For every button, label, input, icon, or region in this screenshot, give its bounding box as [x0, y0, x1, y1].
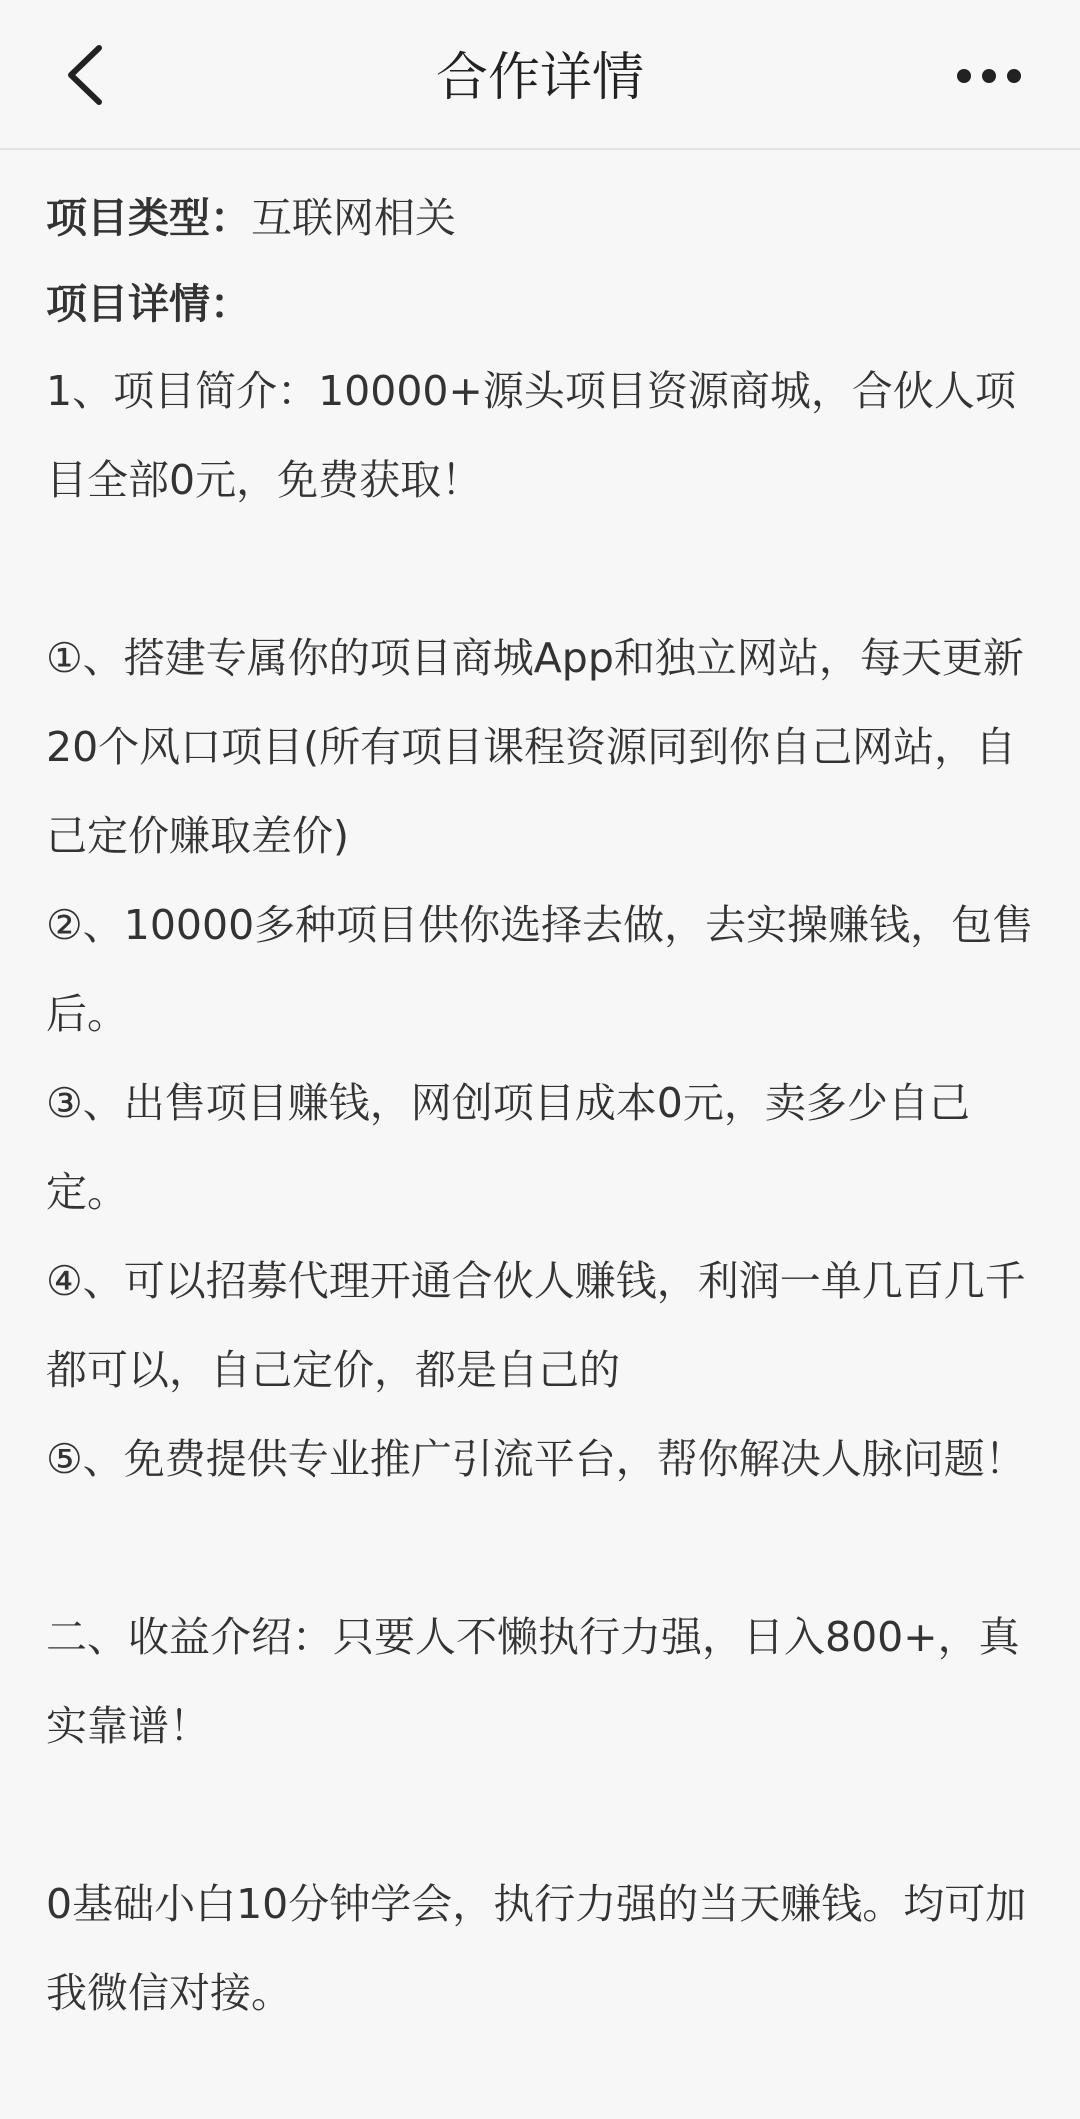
project-type-label: 项目类型： [46, 194, 251, 242]
blank-line [46, 1504, 1036, 1593]
project-type-row [46, 175, 1036, 261]
intro-paragraph: 1、项目简介：10000+源头项目资源商城，合伙人项目全部0元，免费获取！ [46, 367, 1016, 504]
blank-line [46, 1771, 1036, 1860]
income-intro-paragraph: 二、收益介绍：只要人不懒执行力强，日入800+，真实靠谱！ [46, 1613, 1020, 1750]
blank-line [46, 525, 1036, 614]
page-title: 合作详情 [435, 48, 644, 108]
top-bar [0, 0, 1080, 150]
project-detail-label: 项目详情： [46, 280, 251, 328]
benefit-item-4: ④、可以招募代理开通合伙人赚钱，利润一单几百几千都可以，自己定价，都是自己的 [46, 1257, 1026, 1394]
benefit-item-1: ①、搭建专属你的项目商城App和独立网站，每天更新20个风口项目(所有项目课程资源同到你自己网站，自己定价赚取差价) [46, 634, 1024, 860]
more-options-button[interactable] [934, 36, 1044, 116]
benefit-item-5: ⑤、免费提供专业推广引流平台，帮你解决人脉问题！ [46, 1435, 1026, 1483]
project-type-value: 互联网相关 [251, 194, 456, 242]
closing-paragraph: 0基础小白10分钟学会，执行力强的当天赚钱。均可加我微信对接。 [46, 1880, 1027, 2017]
more-horizontal-icon [954, 66, 1024, 86]
project-detail-row [46, 261, 1036, 347]
cooperation-detail-content [46, 175, 1036, 2038]
benefit-item-2: ②、10000多种项目供你选择去做，去实操赚钱，包售后。 [46, 901, 1034, 1038]
benefit-item-3: ③、出售项目赚钱，网创项目成本0元，卖多少自己定。 [46, 1079, 970, 1216]
